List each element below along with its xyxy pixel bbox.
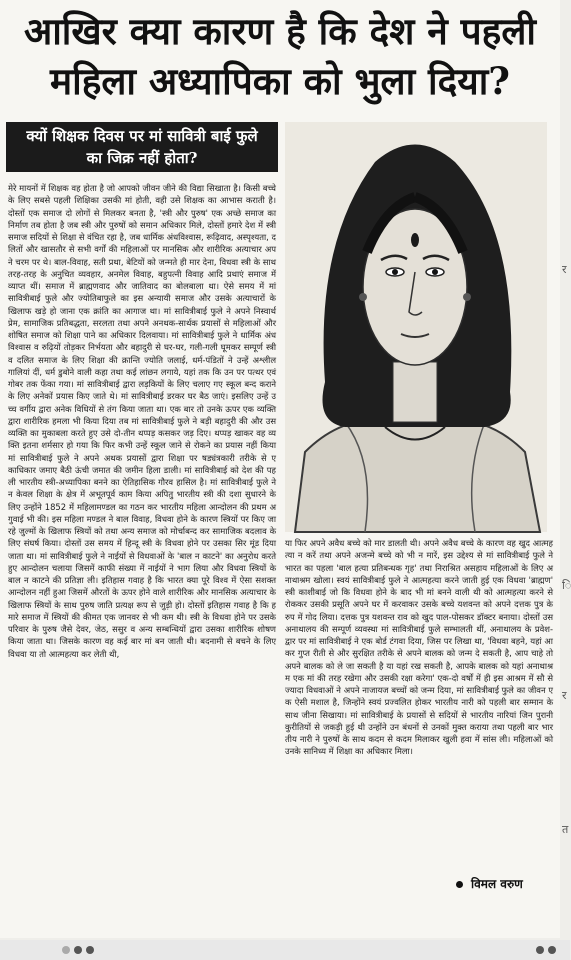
article-text-column-2: या फिर अपने अवैध बच्चे को मार डालती थी। अपने अवैध बच्चे के कारण वह खुद आत्महत्या न करें तथा अपने अजन्मे बच्चे को भी न मारें, इस उद्देश्य से मां सावित्रीबाई फुले ने भारत का पहला 'बाल हत्या प्रतिबन्धक गृह' तथा निराश्रित असहाय महिलाओं के लिए अनाथाश्रम खोला। स्वयं सावित्रीबाई फुले ने आत्महत्या करने जाती हुई एक विधवा 'ब्राह्मण' स्त्री काशीबाई जो कि विधवा होने के बाद भी मां बनने वाली थी को आत्महत्या करने से रोककर उसकी प्रसूति अपने घर में करवाकर उसके बच्चे यशवन्त को अपने दत्तक पुत्र के रुप में गोद लिया। दत्तक पुत्र यशवन्त राव को खुद पाल-पोसकर डॉक्टर बनाया। दोस्तों उस अनाथालय की सम्पूर्ण व्यवस्था मां सावित्रीबाई फुले सम्भालती थीं, अनाथालय के प्रवेश-द्वार पर मां सावित्रीबाई ने एक बोर्ड टंगवा दिया, जिस पर लिखा था, 'विधवा बहने, यहां आकर गुप्त रीती से और सुरक्षित तरीके से अपने बालक को जन्म दे सकती है, आप चाहे तो अपने बालक को ले जा सकती है या यहां रख सकती है, आपके बालक को यहां अनाथाश्रम एक मां की तरह रखेगा और उसकी रक्षा करेगा' एक-दो वर्षों में ही इस आश्रम में सौ से ज्यादा विधवाओं ने अपने नाजायज बच्चों को जन्म दिया, मां सावित्रीबाई फुले का जीवन एक ऐसी मशाल है, जिन्होंने स्वयं प्रज्वलित होकर भारतीय नारी को पहली बार सम्मान के साथ जीना सिखाया। मां सावित्रीबाई के प्रयासों से सदियों से भारतीय नारियां जिन पुरानी कुरीतियों से जकड़ी हुई थी उन्होंने उन बंधनों से उनकों मुक्त कराया तथा पहली बार भारतीय नारी ने पुरुषों के साथ कदम से कदम मिलाकर खुली हवा में सांस ली। महिलाओं को उनके सानिध्य में शिक्षा का अधिकार मिला। bbox=[285, 538, 553, 757]
article-body-column-1 bbox=[8, 182, 276, 930]
headline-line-1: आखिर क्या कारण है कि देश ने पहली bbox=[23, 9, 536, 53]
bullet-icon bbox=[456, 881, 463, 888]
author-byline bbox=[456, 875, 523, 892]
pagination-dot[interactable] bbox=[86, 946, 94, 954]
pagination-dot[interactable] bbox=[74, 946, 82, 954]
pagination-dots-right[interactable] bbox=[536, 946, 556, 954]
article-text-column-1: मेरे मायनों में शिक्षक वह होता है जो आपको जीवन जीने की विद्या सिखाता है। किसी बच्चे के लिए सबसे पहली शिक्षिका उसकी मां होती, वही उसे शिक्षक का आभास कराती है। दोस्तों एक समाज दो लोगों से मिलकर बनता है, 'स्त्री और पुरुष' एक अच्छे समाज का निर्माण तब होता है जब स्त्री और पुरुषों को समान अधिकार मिले, दोस्तों हमारे देश में स्त्री समाज सदियों से शिक्षा से वंचित रहा है, जब धार्मिक अंधविश्वास, रूढ़िवाद, अस्पृश्यता, दलितों और खासतौर से सभी वर्गों की महिलाओं पर मानसिक और शारीरिक अत्याचार अपने चरम पर थे। बाल-विवाह, सती प्रथा, बेटियों को जन्मते ही मार देना, विधवा स्त्री के साथ तरह-तरह के अनुचित व्यवहार, अनमेल विवाह, बहुपत्नी विवाह आदि प्रथाएं समाज में व्याप्त थीं। समाज में ब्राह्मणवाद और जातिवाद का बोलबाला था। ऐसे समय में मां सावित्रीबाई फुले और ज्योतिबाफुले का इस अन्यायी समाज और उसके अत्याचारों के खिलाफ खड़े हो जाना एक क्रांति का आगाज था। मां सावित्रीबाई फुले ने अपने निस्वार्थ प्रेम, सामाजिक प्रतिबद्धता, सरलता तथा अपने अनथक-सार्थक प्रयासों से महिलाओं और शोषित समाज को शिक्षा पाने का अधिकार दिलवाया। मां सावित्रीबाई फुले ने धार्मिक अंधविश्वास व रुढ़ियों तोड़कर निर्भयता और बहादुरी से घर-घर, गली-गली घूमकर सम्पूर्ण स्त्री व दलित समाज के लिए शिक्षा की क्रान्ति ज्योति जलाई, धर्म-पंडितों ने उन्हें अश्लील गालियां दीं, धर्म डुबोने वाली कहा तथा कई लांछन लगाये, यहां तक कि उन पर पत्थर एवं गोबर तक फेंका गया। मां सावित्रीबाई द्वारा लड़कियों के लिए चलाए गए स्कूल बन्द कराने के लिए अनेकों प्रयास किए जाते थे। मां सावित्रीबाई डरकर घर बैठ जाएं। इसलिए उन्हें उच्च वर्गीय द्वारा अनेक विधियों से तंग किया जाता था। एक बार तो उनके ऊपर एक व्यक्ति द्वारा शारीरिक हमला भी किया दिया तब मां सावित्रीबाई फुले ने बड़ी बहादुरी की और उस व्यक्ति का मुकाबला करते हुए उसे दो-तीन थप्पड़ कसकर जड़ दिए। थप्पड़ खाकर वह व्यक्ति इतना शर्मसार हो गया कि फिर कभी उन्हें स्कूल जाने से रोकने का प्रयास नहीं किया मां सावित्रीबाई फुले ने अपने अथक प्रयासों द्वारा शिक्षा पर षड्यंत्रकारी तरीके से एकाधिकार जमाए बैठी ऊंची जमात की जमीन हिला डाली। मां सावित्रीबाई को देश की पहली भारतीय स्त्री-अध्यापिका बनने का ऐतिहासिक गौरव हासिल है। मां सावित्रीबाई फुले ने न केवल शिक्षा के क्षेत्र में अभूतपूर्व काम किया अपितु भारतीय स्त्री की दशा सुधारने के लिए उन्होंने 1852 में महिलामण्डल का गठन कर भारतीय महिला आन्दोलन की प्रथम अगुवाई भी की। इस महिला मण्डल ने बाल विवाह, विधवा होने के कारण स्त्रियों पर किए जा रहे जुल्मों के खिलाफ स्त्रियों को तथा अन्य समाज को मोर्चाबन्द कर सामाजिक बदलाव के लिए संघर्ष किया। दोस्तों उस समय में हिन्दू स्त्री के विधवा होने पर उसका सिर मूंड दिया जाता था। मां सावित्रीबाई फुले ने नाईयों से विधवाओं के 'बाल न काटने' का अनुरोध करते हुए आन्दोलन चलाया जिसमें काफी संख्या में नाईयों ने भाग लिया और विधवा स्त्रियों के बाल न काटने की प्रतिज्ञा ली। इतिहास गवाह है कि भारत क्या पूरे विश्व में ऐसा सशक्त आन्दोलन नहीं हुआ जिसमें औरतों के ऊपर होने वाले शारीरिक और मानसिक अत्याचार के खिलाफ स्त्रियों के साथ पुरुष जाति प्रत्यक्ष रूप से जुड़ी हो। दोस्तों इतिहास गवाह है कि हमारे समाज में स्त्रियों की कीमत एक जानवर से भी कम थी। स्त्री के विधवा होने पर उसके परिवार के पुरुष जैसे देवर, जेठ, ससुर व अन्य सम्बन्धियों द्वारा उसका शारीरिक शोषण किया जाता था। जिसके कारण वह कई बार मां बन जाती थी। बदनामी से बचने के लिए विधवा या तो आत्महत्या कर लेती थी, bbox=[8, 183, 276, 659]
pagination-dot[interactable] bbox=[548, 946, 556, 954]
portrait-drawing bbox=[285, 122, 547, 532]
portrait-illustration bbox=[285, 122, 547, 532]
adjacent-article-fragment: ि bbox=[562, 579, 571, 592]
subheadline-line-2: का जिक्र नहीं होता? bbox=[86, 149, 198, 167]
article-body-column-2 bbox=[285, 537, 553, 877]
pagination-dot[interactable] bbox=[536, 946, 544, 954]
pagination-dots-left[interactable] bbox=[62, 946, 94, 954]
author-name: विमल वरुण bbox=[471, 877, 523, 891]
subheadline-line-1: क्यों शिक्षक दिवस पर मां सावित्री बाई फुले bbox=[26, 127, 258, 145]
headline bbox=[0, 6, 560, 106]
image-viewer-pagination-bar bbox=[0, 940, 570, 960]
subheadline-box bbox=[6, 122, 278, 172]
pagination-dot[interactable] bbox=[62, 946, 70, 954]
headline-line-2: महिला अध्यापिका को भुला दिया? bbox=[49, 59, 510, 103]
adjacent-article-fragment: र bbox=[562, 689, 567, 702]
adjacent-article-fragment: र bbox=[562, 263, 567, 276]
adjacent-article-fragment: त bbox=[562, 823, 569, 836]
